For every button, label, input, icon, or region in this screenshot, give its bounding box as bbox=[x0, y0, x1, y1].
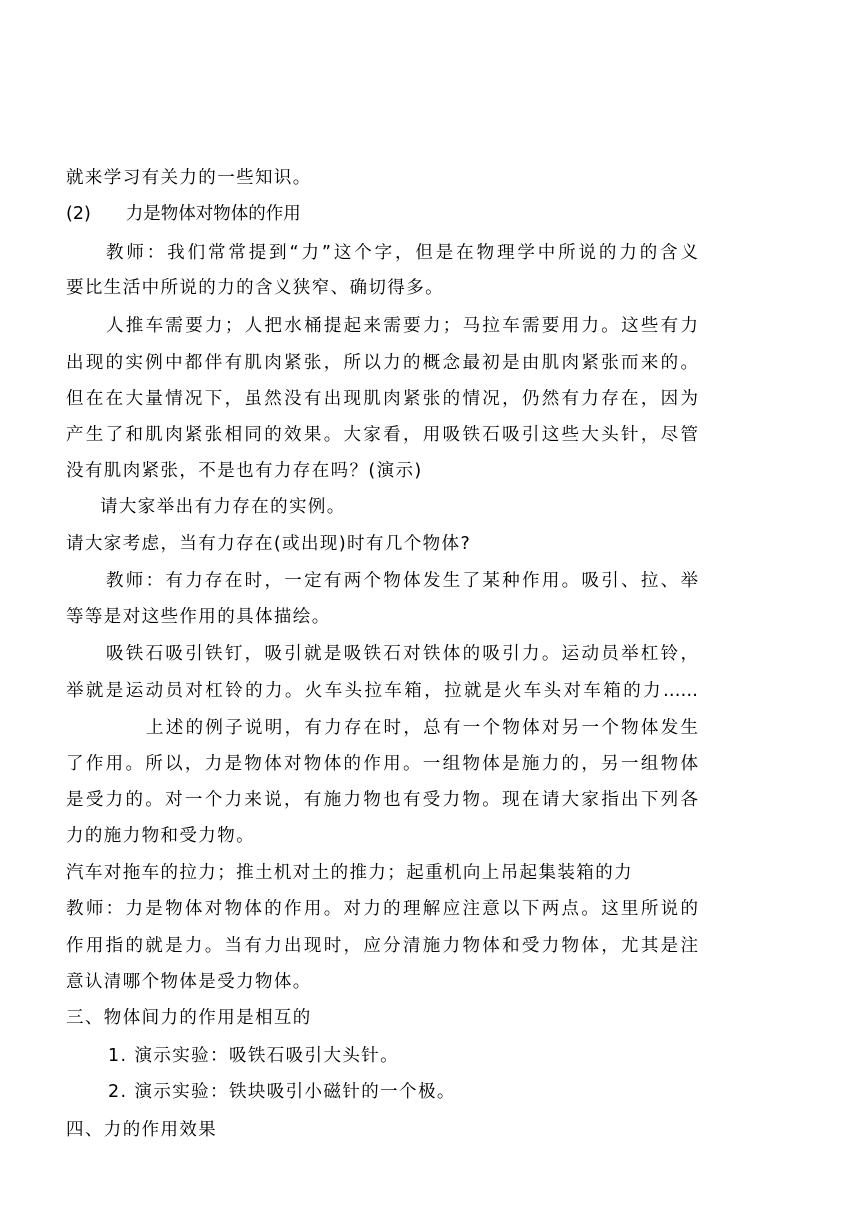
text-line: 是受力的。对一个力来说，有施力物也有受力物。现在请大家指出下列各 bbox=[66, 790, 698, 810]
text-line: 了作用。所以，力是物体对物体的作用。一组物体是施力的，另一组物体 bbox=[66, 754, 698, 774]
text-line: 汽车对拖车的拉力；推土机对土的推力；起重机向上吊起集装箱的力 bbox=[66, 863, 633, 883]
text-line: 教师：力是物体对物体的作用。对力的理解应注意以下两点。这里所说的 bbox=[66, 899, 698, 919]
text-line: 等等是对这些作用的具体描绘。 bbox=[66, 607, 331, 627]
text-line: 出现的实例中都伴有肌肉紧张，所以力的概念最初是由肌肉紧张而来的。 bbox=[66, 353, 698, 373]
text-line: 吸铁石吸引铁钉，吸引就是吸铁石对铁体的吸引力。运动员举杠铃， bbox=[106, 644, 698, 664]
list-item: 2. 演示实验：铁块吸引小磁针的一个极。 bbox=[108, 1082, 456, 1102]
text-line: 要比生活中所说的力的含义狭窄、确切得多。 bbox=[66, 278, 444, 298]
list-item: 1. 演示实验：吸铁石吸引大头针。 bbox=[108, 1046, 400, 1066]
text-line: 教师：我们常常提到“力”这个字，但是在物理学中所说的力的含义 bbox=[106, 243, 698, 263]
text-line: 没有肌肉紧张，不是也有力存在吗？(演示) bbox=[66, 461, 423, 481]
text-line: 力的施力物和受力物。 bbox=[66, 826, 255, 846]
text-line: 就来学习有关力的一些知识。 bbox=[66, 168, 312, 188]
section-heading: (2) 力是物体对物体的作用 bbox=[66, 204, 301, 224]
section-heading: 四、力的作用效果 bbox=[66, 1120, 218, 1140]
text-line: 意认清哪个物体是受力物体。 bbox=[66, 972, 312, 992]
text-line: 但在在大量情况下，虽然没有出现肌肉紧张的情况，仍然有力存在，因为 bbox=[66, 389, 698, 409]
text-line: 教师：有力存在时，一定有两个物体发生了某种作用。吸引、拉、举 bbox=[106, 571, 698, 591]
text-line: 人推车需要力；人把水桶提起来需要力；马拉车需要用力。这些有力 bbox=[106, 316, 698, 336]
section-heading: 三、物体间力的作用是相互的 bbox=[66, 1008, 312, 1028]
text-line: 产生了和肌肉紧张相同的效果。大家看，用吸铁石吸引这些大头针，尽管 bbox=[66, 425, 698, 445]
text-line: 请大家举出有力存在的实例。 bbox=[100, 497, 346, 517]
text-line: 请大家考虑，当有力存在(或出现)时有几个物体? bbox=[66, 534, 472, 554]
text-line: 作用指的就是力。当有力出现时，应分清施力物体和受力物体，尤其是注 bbox=[66, 936, 698, 956]
text-line: 举就是运动员对杠铃的力。火车头拉车箱，拉就是火车头对车箱的力…… bbox=[66, 681, 698, 701]
text-line: 上述的例子说明，有力存在时，总有一个物体对另一个物体发生 bbox=[146, 718, 698, 738]
